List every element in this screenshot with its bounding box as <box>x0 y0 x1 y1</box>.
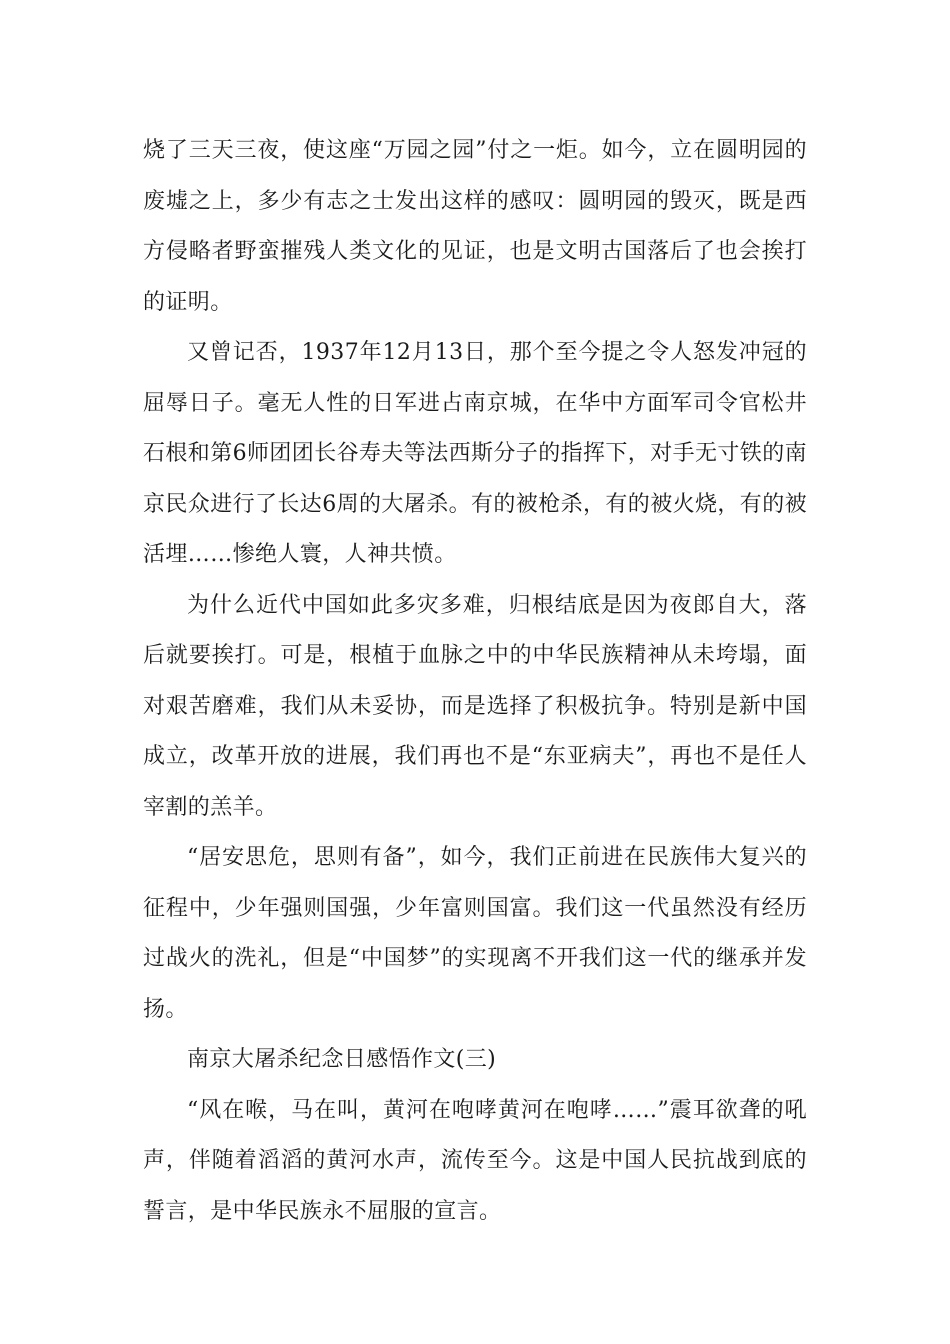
paragraph-china-dream: “居安思危，思则有备”，如今，我们正前进在民族伟大复兴的征程中，少年强则国强，少年富则国富。我们这一代虽然没有经历过战火的洗礼，但是“中国梦”的实现离不开我们这一代的继承并发扬。 <box>143 845 807 1022</box>
document-body <box>143 126 807 1237</box>
section-title: 南京大屠杀纪念日感悟作文(三) <box>187 1047 497 1072</box>
paragraph-modern-china: 为什么近代中国如此多灾多难，归根结底是因为夜郎自大，落后就要挨打。可是，根植于血脉之中的中华民族精神从未垮塌，面对艰苦磨难，我们从未妥协，而是选择了积极抗争。特别是新中国成立，改革开放的进展，我们再也不是“东亚病夫”，再也不是任人宰割的羔羊。 <box>143 592 807 820</box>
paragraph-nanjing-1937: 又曾记否，1937年12月13日，那个至今提之令人怒发冲冠的屈辱日子。毫无人性的日军进占南京城，在华中方面军司令官松井石根和第6师团团长谷寿夫等法西斯分子的指挥下，对手无寸铁的南京民众进行了长达6周的大屠杀。有的被枪杀，有的被火烧，有的被活埋……惨绝人寰，人神共愤。 <box>143 340 807 567</box>
paragraph-continuation: 烧了三天三夜，使这座“万园之园”付之一炬。如今，立在圆明园的废墟之上，多少有志之士发出这样的感叹：圆明园的毁灭，既是西方侵略者野蛮摧残人类文化的见证，也是文明古国落后了也会挨打的证明。 <box>143 138 807 315</box>
paragraph-yellow-river: “风在喉，马在叫，黄河在咆哮黄河在咆哮……”震耳欲聋的吼声，伴随着滔滔的黄河水声，流传至今。这是中国人民抗战到底的誓言，是中华民族永不屈服的宣言。 <box>143 1097 807 1224</box>
